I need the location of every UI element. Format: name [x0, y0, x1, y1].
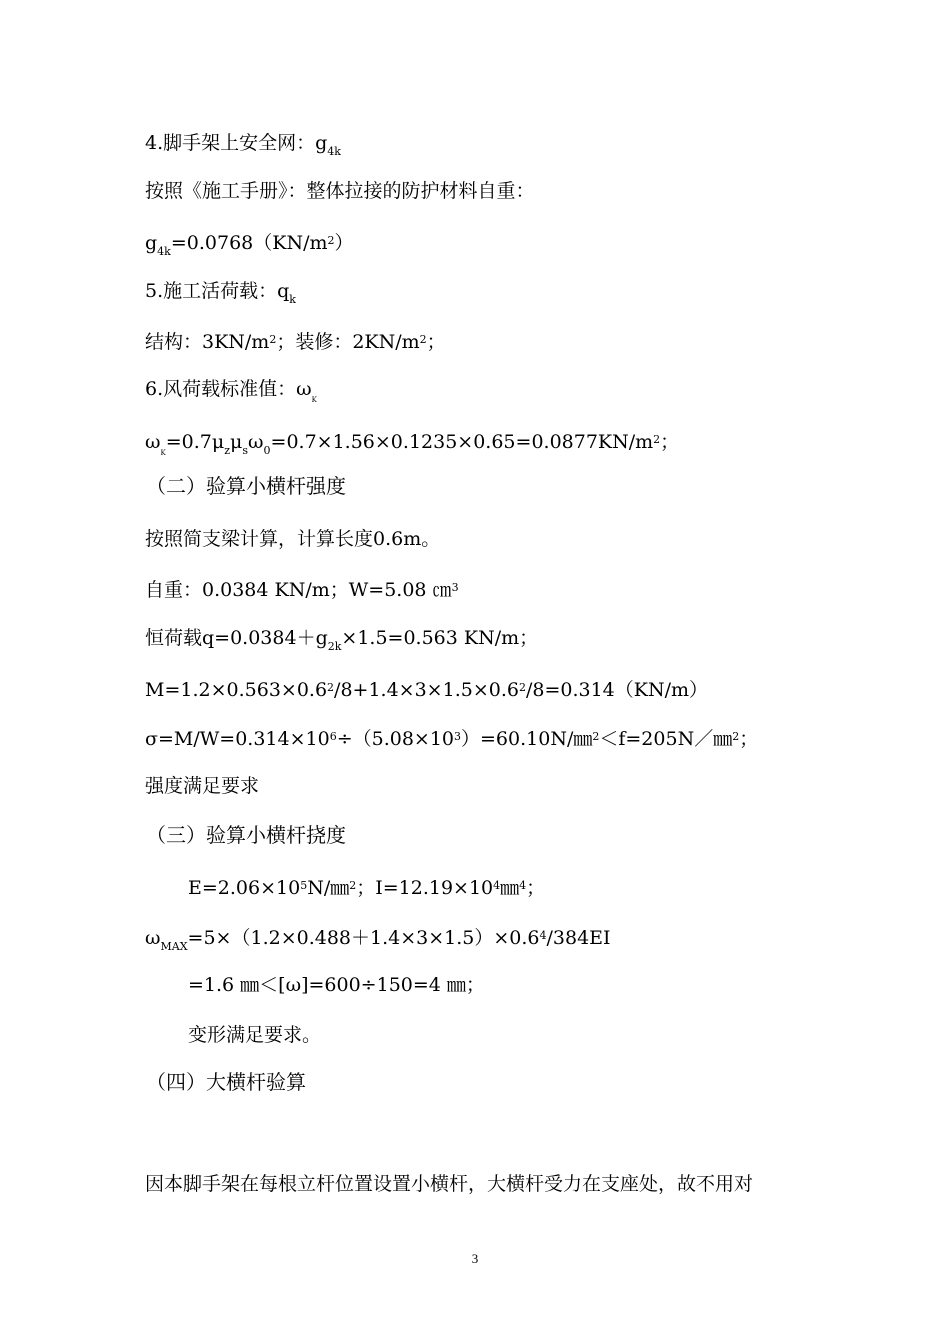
text-superscript: 2: [592, 730, 600, 743]
text-superscript: 4: [519, 879, 527, 892]
text-run: N/㎜: [307, 877, 350, 899]
text-subscript: MAX: [160, 940, 188, 953]
text-superscript: 2: [327, 681, 335, 694]
text-superscript: 2: [419, 333, 427, 346]
text-superscript: 5: [300, 879, 308, 892]
text-line-handbook-reference: [145, 179, 535, 203]
text-superscript: 4: [493, 879, 501, 892]
text-run: M=1.2×0.563×0.6: [145, 679, 328, 701]
text-line-deflection-result: [188, 973, 485, 997]
text-run: σ=M/W=0.314×10: [145, 728, 330, 750]
section-heading-2: [146, 474, 346, 498]
text-subscript: s: [242, 444, 249, 457]
text-run: g: [145, 232, 158, 254]
text-run: ω: [145, 927, 161, 949]
text-line-g4k-value: [145, 229, 354, 264]
text-superscript: 2: [732, 730, 740, 743]
text-run: ＜f=205N／㎜: [599, 728, 733, 750]
text-run: E=2.06×10: [188, 877, 301, 899]
text-run: （二）验算小横杆强度: [146, 474, 346, 498]
text-run: /8=0.314（KN/m）: [525, 679, 709, 701]
text-subscript: K: [311, 396, 317, 404]
text-run: ）: [334, 232, 354, 254]
text-run: 6.风荷载标准值：ω: [145, 378, 312, 400]
text-subscript: k: [289, 293, 296, 306]
text-run: （四）大横杆验算: [146, 1070, 306, 1094]
text-subscript: K: [160, 449, 166, 457]
text-run: ×1.5=0.563 KN/m；: [341, 627, 539, 649]
text-subscript: 2k: [327, 640, 342, 653]
section-heading-4: [146, 1070, 306, 1094]
text-run: 按照简支梁计算，计算长度0.6m。: [145, 528, 441, 550]
text-superscript: 2: [518, 681, 526, 694]
text-run: =0.7×1.56×0.1235×0.65=0.0877KN/m: [270, 431, 654, 453]
text-line-moment-formula: [145, 676, 708, 702]
text-run: ；: [660, 431, 680, 453]
text-line-safety-net: [145, 131, 341, 164]
text-subscript: 0: [263, 444, 271, 457]
text-superscript: 6: [329, 730, 337, 743]
text-run: 恒荷载q=0.0384＋g: [145, 627, 328, 649]
text-line-live-load: [145, 279, 296, 312]
text-run: ；: [526, 877, 546, 899]
text-run: （三）验算小横杆挠度: [146, 823, 346, 847]
text-line-strength-ok: [145, 774, 259, 798]
text-run: 结构：3KN/m: [145, 331, 270, 353]
text-line-modulus-inertia: [188, 874, 545, 900]
text-line-wind-load-title: [145, 377, 317, 412]
text-run: ；: [739, 728, 759, 750]
text-run: ω: [145, 431, 161, 453]
text-superscript: 2: [327, 234, 335, 247]
text-run: =0.7μ: [165, 431, 225, 453]
text-run: ；装修：2KN/m: [276, 331, 420, 353]
text-line-structure-decoration-load: [145, 328, 446, 354]
text-line-self-weight: [145, 576, 459, 602]
text-line-deflection-formula: [145, 924, 611, 959]
text-subscript: 4k: [327, 145, 341, 158]
text-run: 变形满足要求。: [188, 1024, 322, 1046]
text-run: 5.施工活荷载：q: [145, 280, 290, 302]
text-run: 4.脚手架上安全网：g: [145, 132, 328, 154]
text-superscript: 3: [454, 730, 462, 743]
text-superscript: 2: [653, 433, 661, 446]
text-superscript: 2: [269, 333, 277, 346]
text-run: =5×（1.2×0.488＋1.4×3×1.5）×0.6: [187, 927, 540, 949]
text-run: /8+1.4×3×1.5×0.6: [334, 679, 519, 701]
text-run: =1.6 ㎜＜[ω]=600÷150=4 ㎜；: [188, 974, 485, 996]
text-run: 按照《施工手册》：整体拉接的防护材料自重：: [145, 180, 535, 202]
text-line-dead-load: [145, 626, 538, 659]
text-run: 自重：0.0384 KN/m；W=5.08 ㎝: [145, 579, 452, 601]
text-run: ω: [248, 431, 264, 453]
text-superscript: 4: [539, 929, 547, 942]
text-line-large-crossbar-note: [145, 1172, 753, 1196]
text-run: ；I=12.19×10: [356, 877, 494, 899]
text-run: ；: [426, 331, 446, 353]
text-superscript: 3: [451, 581, 459, 594]
text-run: 强度满足要求: [145, 775, 260, 797]
text-line-deformation-ok: [188, 1023, 321, 1047]
text-run: =0.0768（KN/m: [170, 232, 328, 254]
text-run: ÷（5.08×10: [336, 728, 455, 750]
text-run: ㎜: [500, 877, 520, 899]
text-line-wind-load-formula: [145, 428, 679, 465]
text-line-stress-formula: [145, 725, 758, 751]
text-run: 因本脚手架在每根立杆位置设置小横杆，大横杆受力在支座处，故不用对: [145, 1173, 754, 1195]
text-run: ）=60.10N/㎜: [461, 728, 593, 750]
text-superscript: 2: [349, 879, 357, 892]
text-run: μ: [230, 431, 243, 453]
section-heading-3: [146, 823, 346, 847]
text-subscript: 4k: [157, 245, 171, 258]
text-line-simply-supported-beam: [145, 527, 440, 551]
page-number: 3: [471, 1251, 479, 1266]
text-run: /384EI: [546, 927, 611, 949]
text-subscript: z: [224, 444, 231, 457]
